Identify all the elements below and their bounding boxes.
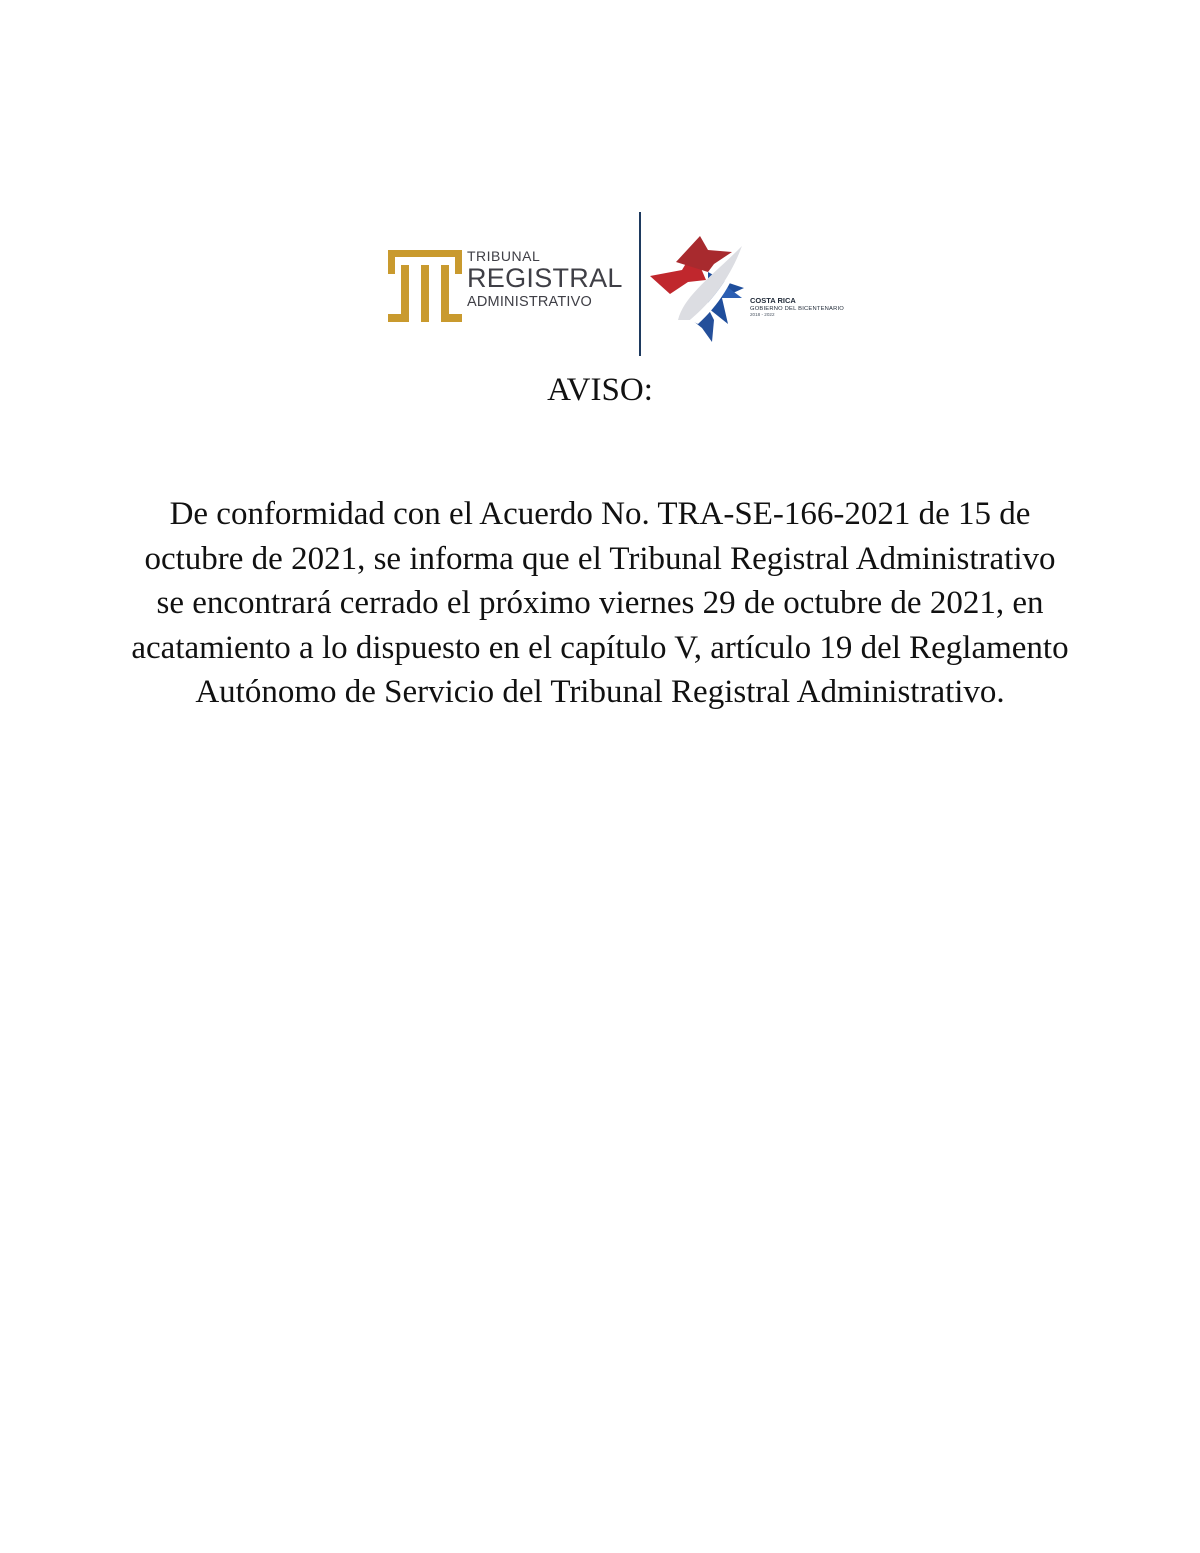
notice-title: AVISO: <box>547 372 653 408</box>
costa-rica-wordmark-line3: 2018 - 2022 <box>750 312 775 318</box>
costa-rica-wordmark <box>750 297 844 318</box>
costa-rica-wordmark-line2: GOBIERNO DEL BICENTENARIO <box>750 305 845 312</box>
logo-divider <box>639 212 641 356</box>
columns-icon <box>385 248 465 324</box>
tribunal-wordmark-line2: REGISTRAL <box>467 263 623 293</box>
tribunal-wordmark-line3: ADMINISTRATIVO <box>467 294 592 310</box>
notice-body: De conformidad con el Acuerdo No. TRA-SE-166-2021 de 15 de octubre de 2021, se informa que el Tribunal Registral Administrativo se encontrará cerrado el próximo viernes 29 de octubre de 2021, en acatamiento a lo dispuesto en el capítulo V, artículo 19 del Reglamento Autónomo de Servicio del Tribunal Registral Administrativo. <box>131 496 1069 711</box>
header-logos <box>385 212 865 358</box>
costa-rica-wordmark-line1: COSTA RICA <box>750 296 796 305</box>
costa-rica-bicentenario-logo <box>648 224 860 348</box>
tribunal-wordmark <box>467 249 623 310</box>
star-emblem-icon <box>648 224 748 348</box>
tribunal-registral-logo <box>385 248 635 324</box>
tribunal-wordmark-line1: TRIBUNAL <box>467 248 541 264</box>
